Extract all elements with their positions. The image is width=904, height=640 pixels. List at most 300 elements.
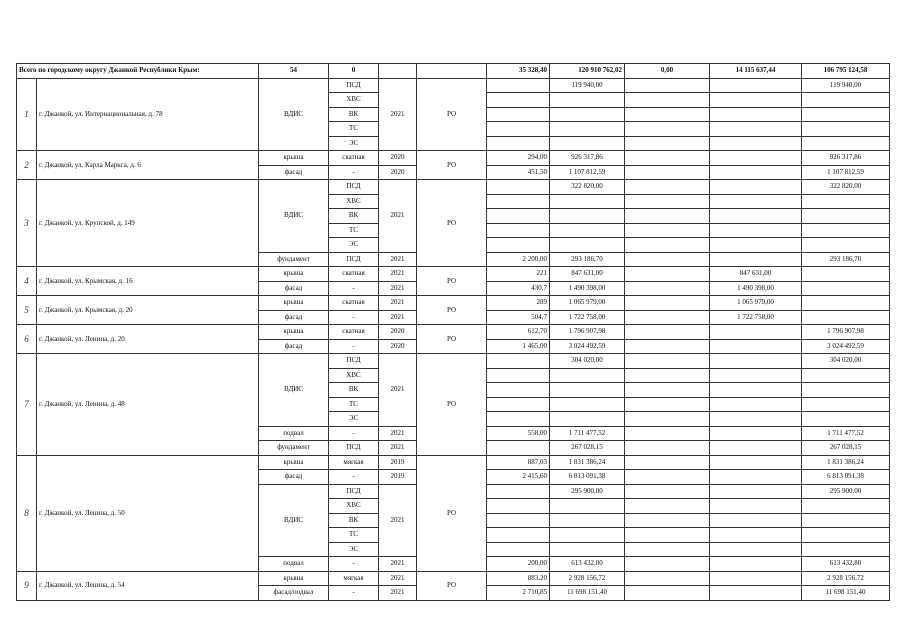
row-address: г. Джанкой, ул. Ленина, д. 54 <box>37 571 259 600</box>
row-address: г. Джанкой, ул. Крымская, д. 20 <box>37 296 259 325</box>
element-subtype: ПСД <box>329 441 379 456</box>
work-year: 2020 <box>379 151 417 166</box>
work-year: 2021 <box>379 267 417 282</box>
element-name: ВДИС <box>259 78 329 151</box>
area-cell <box>487 180 550 195</box>
fund-c-cell: 322 820,00 <box>802 180 890 195</box>
row-number: 3 <box>17 180 37 267</box>
element-subtype: скатная <box>329 267 379 282</box>
fund-b-cell: 1 722 758,00 <box>710 310 802 325</box>
total-cost-cell: 613 432,80 <box>550 557 625 572</box>
totals-empty-year <box>379 64 417 79</box>
row-number: 6 <box>17 325 37 354</box>
total-cost-cell <box>550 93 625 108</box>
element-subtype: - <box>329 470 379 485</box>
totals-row <box>17 64 890 79</box>
total-cost-cell <box>550 107 625 122</box>
element-subtype: ТС <box>329 122 379 137</box>
element-subtype: ВК <box>329 513 379 528</box>
element-subtype: - <box>329 339 379 354</box>
fund-b-cell <box>710 426 802 441</box>
fund-a-cell <box>625 586 710 601</box>
area-cell <box>487 542 550 557</box>
fund-b-cell <box>710 397 802 412</box>
element-subtype: ПСД <box>329 354 379 369</box>
row-type: РО <box>417 296 487 325</box>
fund-c-cell <box>802 107 890 122</box>
element-subtype: ЭС <box>329 412 379 427</box>
total-cost-cell <box>550 223 625 238</box>
total-cost-cell <box>550 194 625 209</box>
fund-b-cell <box>710 513 802 528</box>
fund-b-cell <box>710 165 802 180</box>
fund-c-cell: 11 698 151,40 <box>802 586 890 601</box>
element-subtype: скатная <box>329 325 379 340</box>
area-cell <box>487 107 550 122</box>
fund-a-cell <box>625 122 710 137</box>
fund-a-cell <box>625 455 710 470</box>
capital-repair-table <box>16 63 890 601</box>
fund-a-cell <box>625 194 710 209</box>
totals-fund-a: 0,00 <box>625 64 710 79</box>
area-cell <box>487 397 550 412</box>
area-cell <box>487 383 550 398</box>
fund-a-cell <box>625 412 710 427</box>
totals-total: 120 910 762,02 <box>550 64 625 79</box>
element-subtype: ТС <box>329 223 379 238</box>
row-type: РО <box>417 267 487 296</box>
element-subtype: ПСД <box>329 180 379 195</box>
fund-c-cell <box>802 267 890 282</box>
element-name: фасад/подвал <box>259 586 329 601</box>
fund-a-cell <box>625 571 710 586</box>
fund-b-cell <box>710 571 802 586</box>
element-name: крыша <box>259 267 329 282</box>
element-subtype: ЭС <box>329 542 379 557</box>
area-cell: 883,20 <box>487 571 550 586</box>
fund-a-cell <box>625 223 710 238</box>
row-address: г. Джанкой, ул. Ленина, д. 50 <box>37 455 259 571</box>
totals-fund-c: 106 795 124,58 <box>802 64 890 79</box>
fund-a-cell <box>625 267 710 282</box>
area-cell <box>487 499 550 514</box>
row-number: 2 <box>17 151 37 180</box>
table-row <box>17 455 890 470</box>
total-cost-cell: 304 020,00 <box>550 354 625 369</box>
element-name: подвал <box>259 557 329 572</box>
area-cell <box>487 223 550 238</box>
fund-b-cell <box>710 151 802 166</box>
total-cost-cell: 11 698 151,40 <box>550 586 625 601</box>
fund-a-cell <box>625 238 710 253</box>
area-cell <box>487 78 550 93</box>
fund-c-cell: 267 028,15 <box>802 441 890 456</box>
fund-c-cell: 926 317,86 <box>802 151 890 166</box>
area-cell: 289 <box>487 296 550 311</box>
row-type: РО <box>417 180 487 267</box>
area-cell: 221 <box>487 267 550 282</box>
total-cost-cell <box>550 528 625 543</box>
area-cell: 558,00 <box>487 426 550 441</box>
fund-b-cell <box>710 528 802 543</box>
total-cost-cell <box>550 368 625 383</box>
work-year: 2021 <box>379 571 417 586</box>
area-cell: 2 200,00 <box>487 252 550 267</box>
element-subtype: - <box>329 165 379 180</box>
fund-b-cell <box>710 412 802 427</box>
total-cost-cell: 2 928 156,72 <box>550 571 625 586</box>
area-cell: 451,50 <box>487 165 550 180</box>
element-name: подвал <box>259 426 329 441</box>
element-name: фасад <box>259 339 329 354</box>
fund-a-cell <box>625 136 710 151</box>
fund-b-cell <box>710 194 802 209</box>
work-year: 2021 <box>379 354 417 427</box>
fund-b-cell <box>710 368 802 383</box>
element-name: фундамент <box>259 252 329 267</box>
fund-a-cell <box>625 513 710 528</box>
element-subtype: ВК <box>329 209 379 224</box>
element-subtype: ПСД <box>329 484 379 499</box>
fund-b-cell <box>710 93 802 108</box>
element-subtype: скатная <box>329 151 379 166</box>
work-year: 2021 <box>379 586 417 601</box>
element-subtype: мягкая <box>329 571 379 586</box>
work-year: 2021 <box>379 78 417 151</box>
element-name: крыша <box>259 151 329 166</box>
fund-a-cell <box>625 325 710 340</box>
area-cell <box>487 238 550 253</box>
element-subtype: ВК <box>329 383 379 398</box>
totals-area: 35 328,40 <box>487 64 550 79</box>
element-name: фасад <box>259 165 329 180</box>
row-type: РО <box>417 455 487 571</box>
fund-b-cell <box>710 78 802 93</box>
work-year: 2021 <box>379 296 417 311</box>
fund-b-cell <box>710 339 802 354</box>
fund-c-cell <box>802 238 890 253</box>
total-cost-cell <box>550 136 625 151</box>
fund-c-cell <box>802 368 890 383</box>
fund-c-cell: 293 186,70 <box>802 252 890 267</box>
element-name: ВДИС <box>259 484 329 557</box>
table-row <box>17 151 890 166</box>
element-name: крыша <box>259 325 329 340</box>
total-cost-cell: 1 711 477,52 <box>550 426 625 441</box>
fund-a-cell <box>625 542 710 557</box>
total-cost-cell: 1 107 812,59 <box>550 165 625 180</box>
fund-c-cell: 119 940,00 <box>802 78 890 93</box>
fund-a-cell <box>625 107 710 122</box>
element-name: ВДИС <box>259 354 329 427</box>
total-cost-cell: 322 820,00 <box>550 180 625 195</box>
element-name: фасад <box>259 470 329 485</box>
work-year: 2020 <box>379 165 417 180</box>
total-cost-cell: 3 024 492,59 <box>550 339 625 354</box>
fund-a-cell <box>625 484 710 499</box>
element-name: ВДИС <box>259 180 329 253</box>
fund-c-cell <box>802 310 890 325</box>
table-row <box>17 354 890 369</box>
fund-a-cell <box>625 354 710 369</box>
total-cost-cell <box>550 542 625 557</box>
total-cost-cell: 1 722 758,00 <box>550 310 625 325</box>
element-subtype: мягкая <box>329 455 379 470</box>
fund-c-cell <box>802 499 890 514</box>
element-subtype: ХВС <box>329 368 379 383</box>
work-year: 2021 <box>379 441 417 456</box>
fund-c-cell <box>802 136 890 151</box>
fund-c-cell: 1 796 907,98 <box>802 325 890 340</box>
fund-c-cell <box>802 528 890 543</box>
fund-a-cell <box>625 383 710 398</box>
area-cell: 612,70 <box>487 325 550 340</box>
fund-c-cell: 1 107 812,59 <box>802 165 890 180</box>
total-cost-cell: 119 940,00 <box>550 78 625 93</box>
fund-b-cell: 1 490 398,00 <box>710 281 802 296</box>
total-cost-cell: 1 796 907,98 <box>550 325 625 340</box>
fund-a-cell <box>625 499 710 514</box>
fund-a-cell <box>625 165 710 180</box>
fund-c-cell: 613 432,80 <box>802 557 890 572</box>
area-cell: 294,00 <box>487 151 550 166</box>
element-name: фасад <box>259 281 329 296</box>
fund-b-cell <box>710 484 802 499</box>
totals-empty-type <box>417 64 487 79</box>
element-name: фундамент <box>259 441 329 456</box>
total-cost-cell <box>550 499 625 514</box>
area-cell: 1 465,00 <box>487 339 550 354</box>
fund-c-cell <box>802 223 890 238</box>
fund-a-cell <box>625 339 710 354</box>
work-year: 2021 <box>379 484 417 557</box>
total-cost-cell: 293 186,70 <box>550 252 625 267</box>
fund-b-cell <box>710 122 802 137</box>
row-number: 5 <box>17 296 37 325</box>
fund-a-cell <box>625 296 710 311</box>
row-type: РО <box>417 571 487 600</box>
fund-a-cell <box>625 310 710 325</box>
totals-zero: 0 <box>329 64 379 79</box>
fund-a-cell <box>625 470 710 485</box>
fund-b-cell <box>710 499 802 514</box>
work-year: 2021 <box>379 180 417 253</box>
fund-c-cell: 6 813 091,38 <box>802 470 890 485</box>
fund-a-cell <box>625 368 710 383</box>
row-type: РО <box>417 325 487 354</box>
element-subtype: - <box>329 586 379 601</box>
area-cell <box>487 484 550 499</box>
fund-a-cell <box>625 78 710 93</box>
element-subtype: - <box>329 281 379 296</box>
row-type: РО <box>417 78 487 151</box>
fund-a-cell <box>625 209 710 224</box>
fund-c-cell <box>802 383 890 398</box>
total-cost-cell <box>550 397 625 412</box>
table-row <box>17 78 890 93</box>
fund-b-cell <box>710 383 802 398</box>
row-number: 7 <box>17 354 37 456</box>
total-cost-cell: 926 317,86 <box>550 151 625 166</box>
fund-b-cell <box>710 238 802 253</box>
work-year: 2020 <box>379 325 417 340</box>
row-number: 9 <box>17 571 37 600</box>
area-cell <box>487 441 550 456</box>
table-row <box>17 571 890 586</box>
row-address: г. Джанкой, ул. Ленина, д. 20 <box>37 325 259 354</box>
area-cell: 2 415,60 <box>487 470 550 485</box>
element-name: фасад <box>259 310 329 325</box>
fund-b-cell <box>710 325 802 340</box>
fund-b-cell <box>710 223 802 238</box>
fund-c-cell: 295 900,00 <box>802 484 890 499</box>
total-cost-cell <box>550 513 625 528</box>
work-year: 2021 <box>379 310 417 325</box>
fund-a-cell <box>625 441 710 456</box>
fund-b-cell <box>710 441 802 456</box>
fund-c-cell: 304 020,00 <box>802 354 890 369</box>
total-cost-cell: 847 631,00 <box>550 267 625 282</box>
total-cost-cell <box>550 238 625 253</box>
totals-fund-b: 14 115 637,44 <box>710 64 802 79</box>
element-subtype: - <box>329 310 379 325</box>
total-cost-cell <box>550 383 625 398</box>
total-cost-cell <box>550 412 625 427</box>
fund-b-cell: 1 065 979,00 <box>710 296 802 311</box>
fund-c-cell <box>802 194 890 209</box>
element-subtype: - <box>329 426 379 441</box>
area-cell: 887,03 <box>487 455 550 470</box>
fund-c-cell: 1 711 477,52 <box>802 426 890 441</box>
area-cell <box>487 513 550 528</box>
element-name: крыша <box>259 296 329 311</box>
fund-c-cell <box>802 542 890 557</box>
element-subtype: ХВС <box>329 499 379 514</box>
work-year: 2019 <box>379 470 417 485</box>
fund-c-cell <box>802 122 890 137</box>
row-address: г. Джанкой, ул. Крупской, д. 149 <box>37 180 259 267</box>
fund-a-cell <box>625 151 710 166</box>
row-type: РО <box>417 151 487 180</box>
fund-c-cell: 2 928 156,72 <box>802 571 890 586</box>
element-subtype: ХВС <box>329 93 379 108</box>
fund-c-cell <box>802 93 890 108</box>
total-cost-cell: 1 490 398,00 <box>550 281 625 296</box>
area-cell: 2 710,85 <box>487 586 550 601</box>
work-year: 2021 <box>379 252 417 267</box>
area-cell <box>487 194 550 209</box>
total-cost-cell <box>550 122 625 137</box>
total-cost-cell: 267 028,15 <box>550 441 625 456</box>
element-name: крыша <box>259 455 329 470</box>
fund-c-cell: 3 024 492,59 <box>802 339 890 354</box>
fund-b-cell: 847 631,00 <box>710 267 802 282</box>
area-cell <box>487 136 550 151</box>
area-cell <box>487 122 550 137</box>
element-subtype: скатная <box>329 296 379 311</box>
area-cell: 504,7 <box>487 310 550 325</box>
fund-a-cell <box>625 252 710 267</box>
fund-b-cell <box>710 209 802 224</box>
row-number: 8 <box>17 455 37 571</box>
totals-label: Всего по городскому округу Джанкой Республики Крым: <box>17 64 259 79</box>
fund-c-cell <box>802 281 890 296</box>
fund-a-cell <box>625 397 710 412</box>
area-cell <box>487 93 550 108</box>
area-cell <box>487 209 550 224</box>
table-row <box>17 180 890 195</box>
fund-b-cell <box>710 107 802 122</box>
fund-b-cell <box>710 180 802 195</box>
element-subtype: ЭС <box>329 238 379 253</box>
fund-c-cell <box>802 209 890 224</box>
fund-b-cell <box>710 354 802 369</box>
fund-b-cell <box>710 455 802 470</box>
fund-a-cell <box>625 557 710 572</box>
table-row <box>17 267 890 282</box>
fund-b-cell <box>710 542 802 557</box>
element-subtype: ВК <box>329 107 379 122</box>
fund-c-cell <box>802 513 890 528</box>
area-cell: 200,00 <box>487 557 550 572</box>
element-subtype: - <box>329 557 379 572</box>
row-address: г. Джанкой, ул. Карла Маркса, д. 6 <box>37 151 259 180</box>
fund-c-cell <box>802 296 890 311</box>
work-year: 2020 <box>379 339 417 354</box>
fund-b-cell <box>710 470 802 485</box>
work-year: 2021 <box>379 426 417 441</box>
fund-a-cell <box>625 528 710 543</box>
total-cost-cell: 295 900,00 <box>550 484 625 499</box>
element-subtype: ПСД <box>329 252 379 267</box>
area-cell <box>487 354 550 369</box>
table-row <box>17 325 890 340</box>
fund-c-cell: 1 831 386,24 <box>802 455 890 470</box>
area-cell <box>487 412 550 427</box>
element-name: крыша <box>259 571 329 586</box>
total-cost-cell: 1 831 386,24 <box>550 455 625 470</box>
area-cell <box>487 528 550 543</box>
fund-a-cell <box>625 180 710 195</box>
row-type: РО <box>417 354 487 456</box>
row-number: 1 <box>17 78 37 151</box>
element-subtype: ЭС <box>329 136 379 151</box>
table-body <box>17 64 890 601</box>
work-year: 2021 <box>379 557 417 572</box>
row-address: г. Джанкой, ул. Крымская, д. 16 <box>37 267 259 296</box>
work-year: 2021 <box>379 281 417 296</box>
element-subtype: ХВС <box>329 194 379 209</box>
fund-c-cell <box>802 397 890 412</box>
element-subtype: ПСД <box>329 78 379 93</box>
total-cost-cell <box>550 209 625 224</box>
element-subtype: ТС <box>329 528 379 543</box>
total-cost-cell: 6 813 091,38 <box>550 470 625 485</box>
row-address: г. Джанкой, ул. Интернациональная, д. 78 <box>37 78 259 151</box>
table-row <box>17 296 890 311</box>
fund-c-cell <box>802 412 890 427</box>
fund-b-cell <box>710 586 802 601</box>
fund-a-cell <box>625 426 710 441</box>
row-address: г. Джанкой, ул. Ленина, д. 48 <box>37 354 259 456</box>
work-year: 2019 <box>379 455 417 470</box>
area-cell <box>487 368 550 383</box>
row-number: 4 <box>17 267 37 296</box>
element-subtype: ТС <box>329 397 379 412</box>
area-cell: 430,7 <box>487 281 550 296</box>
fund-a-cell <box>625 281 710 296</box>
totals-count: 54 <box>259 64 329 79</box>
